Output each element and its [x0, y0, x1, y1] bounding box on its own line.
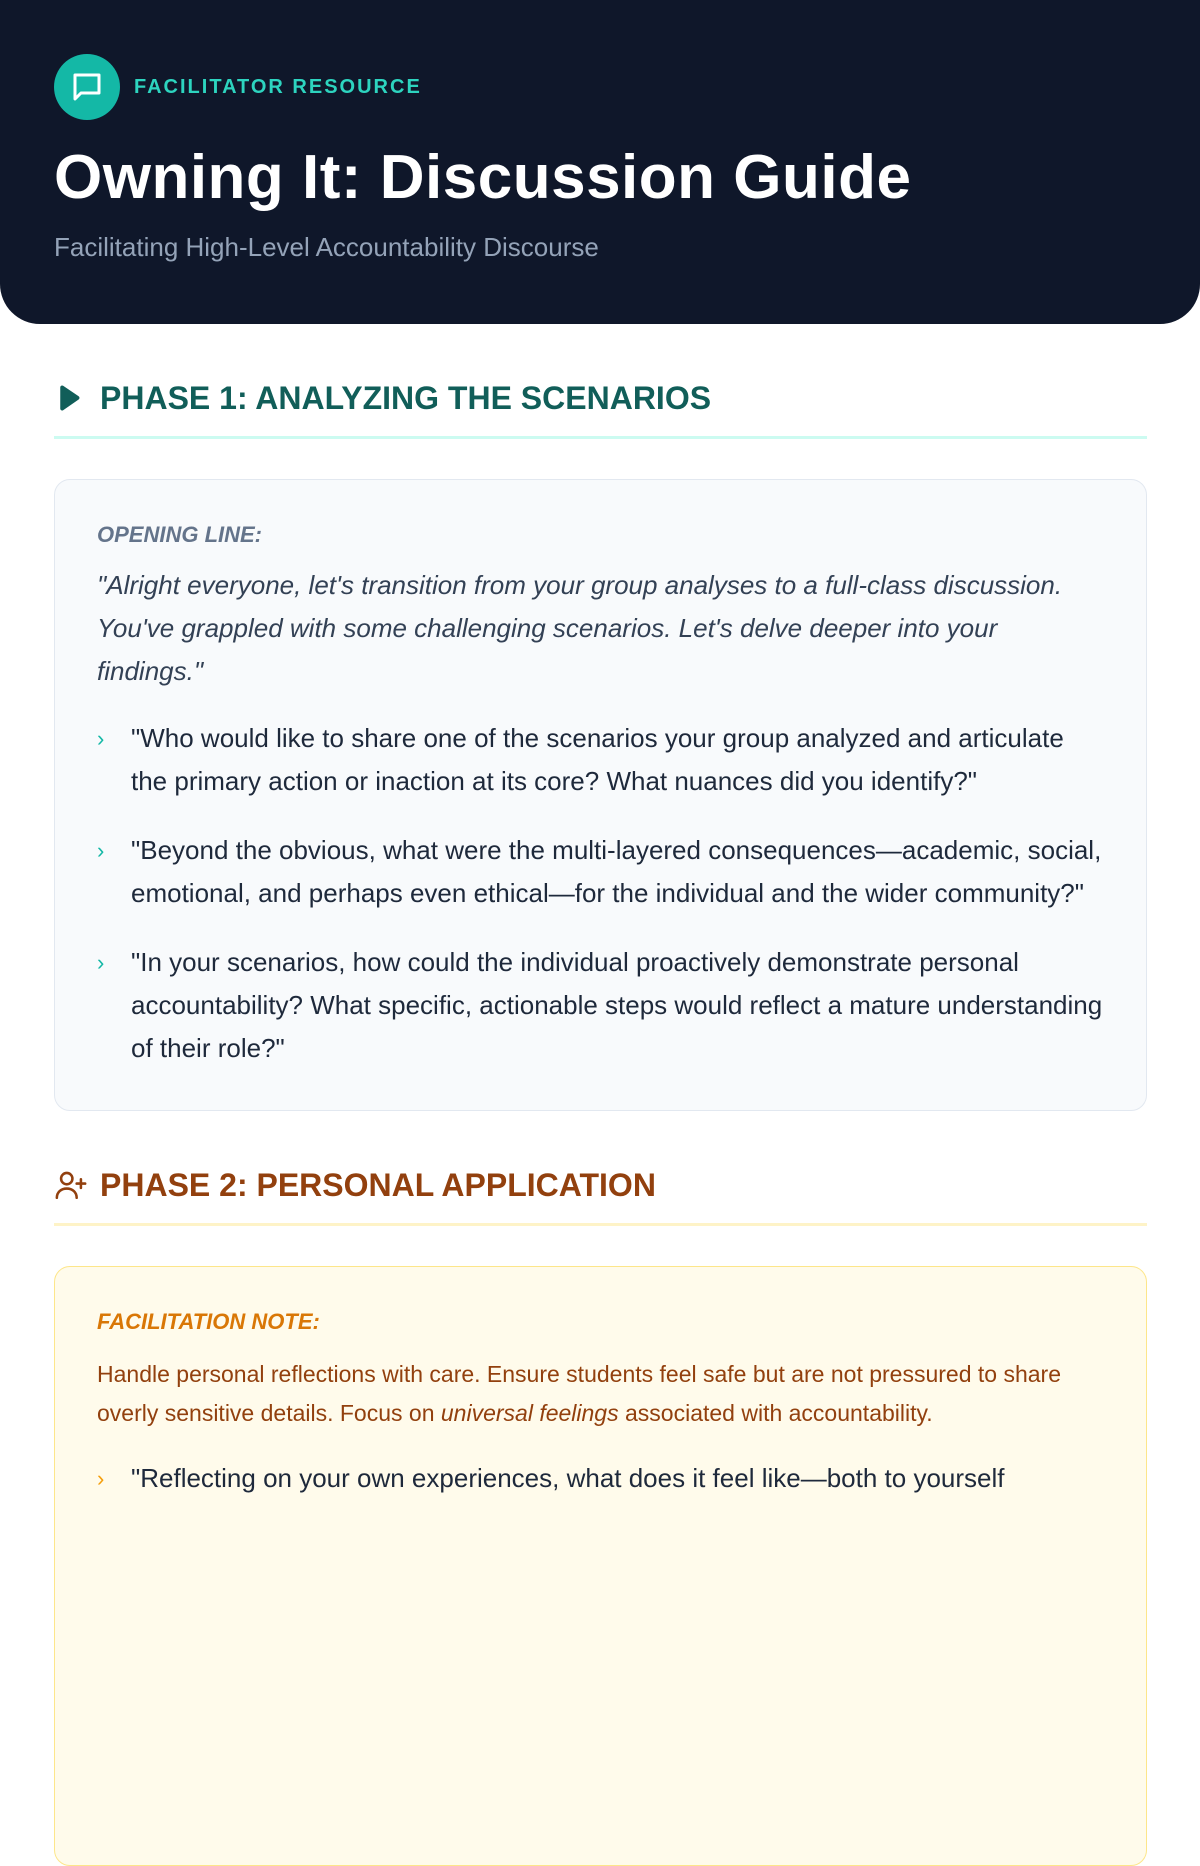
chevron-right-icon: › [97, 1466, 105, 1491]
phase-1-header [54, 378, 1147, 439]
question-item [97, 717, 1104, 803]
page-header [0, 0, 1200, 324]
question-item [97, 829, 1104, 915]
chevron-right-icon: › [97, 726, 105, 751]
phase-2-question-list [97, 1457, 1104, 1500]
message-square-icon [54, 54, 120, 120]
facilitation-note-label: FACILITATION NOTE: [97, 1309, 320, 1334]
question-text: "In your scenarios, how could the individual proactively demonstrate personal accountability? What specific, actionable steps would reflect a mature understanding of their role?" [131, 947, 1103, 1063]
phase-1-section [54, 378, 1147, 1111]
phase-2-header [54, 1165, 1147, 1226]
opening-line-label: OPENING LINE: [97, 522, 263, 547]
question-item [97, 1457, 1104, 1500]
chevron-right-icon: › [97, 838, 105, 863]
opening-line-card [54, 479, 1147, 1111]
page-subtitle: Facilitating High-Level Accountability Discourse [54, 232, 599, 262]
phase-2-title: PHASE 2: PERSONAL APPLICATION [100, 1167, 656, 1203]
kicker-label: FACILITATOR RESOURCE [134, 75, 422, 98]
note-text-end: associated with accountability. [618, 1400, 933, 1426]
opening-quote: "Alright everyone, let's transition from your group analyses to a full-class discussion. You've grappled with some challenging scenarios. Let's delve deeper into your findings." [97, 570, 1063, 686]
chevron-right-icon: › [97, 950, 105, 975]
phase-1-question-list [97, 717, 1104, 1070]
note-text-start: Handle personal reflections with care. Ensure students feel safe but are not pressured to share overly sensitive details. Focus on [97, 1361, 1061, 1426]
question-text: "Who would like to share one of the scenarios your group analyzed and articulate the primary action or inaction at its core? What nuances did you identify?" [131, 723, 1064, 796]
user-plus-icon [54, 1168, 88, 1202]
phase-2-section [54, 1165, 1147, 1866]
brand-row [54, 54, 1146, 120]
question-text: "Reflecting on your own experiences, what does it feel like—both to yourself [131, 1463, 1005, 1493]
main-content [54, 324, 1147, 1866]
question-text: "Beyond the obvious, what were the multi-layered consequences—academic, social, emotional, and perhaps even ethical—for the individual and the wider community?" [131, 835, 1102, 908]
note-emphasis: universal feelings [440, 1400, 619, 1426]
phase-1-title: PHASE 1: ANALYZING THE SCENARIOS [100, 380, 712, 416]
play-icon [54, 381, 88, 415]
facilitation-note-text [97, 1355, 1104, 1433]
page-title: Owning It: Discussion Guide [54, 143, 912, 212]
question-item [97, 941, 1104, 1070]
facilitation-note-card [54, 1266, 1147, 1866]
